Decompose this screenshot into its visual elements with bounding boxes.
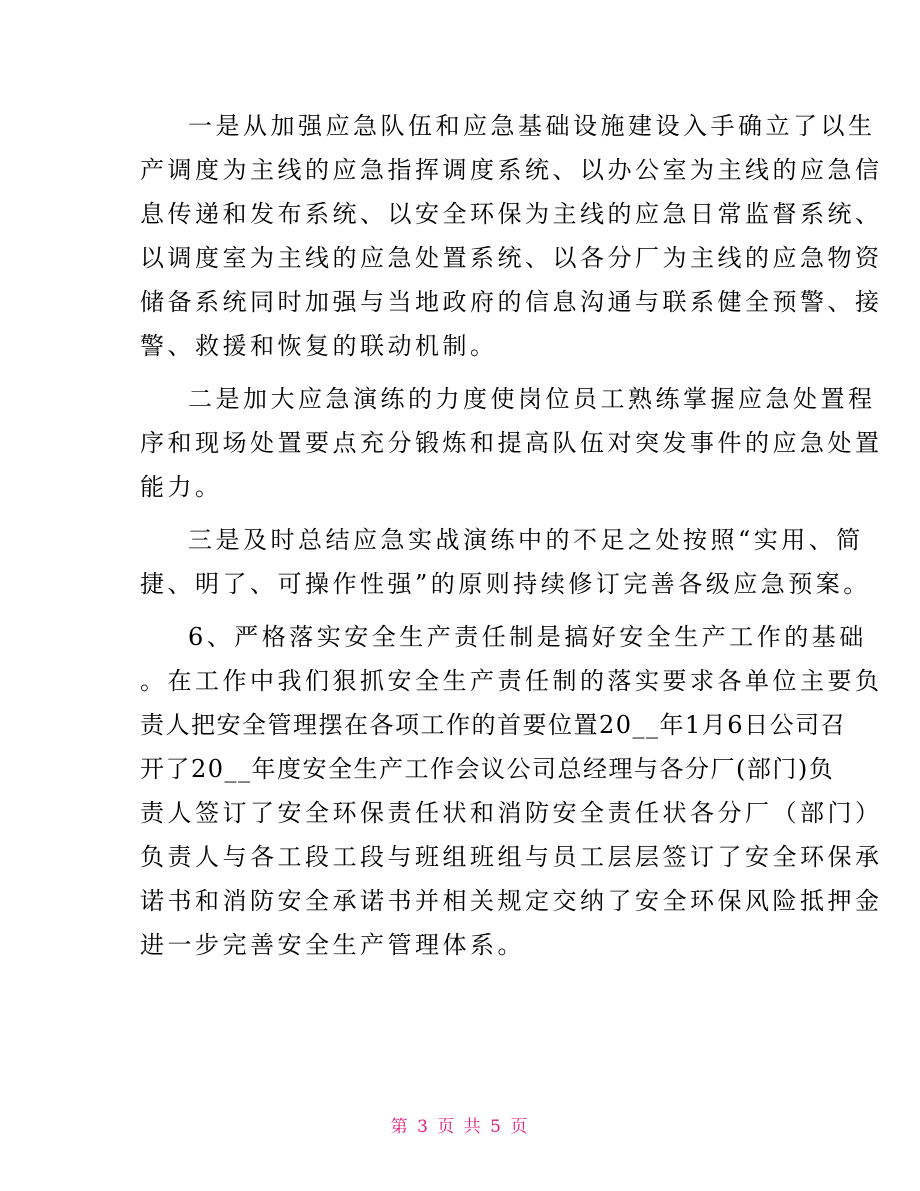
paragraph-3	[140, 518, 871, 606]
page-number-footer: 第 3 页 共 5 页	[390, 1117, 530, 1137]
paragraph-gap	[140, 368, 785, 377]
paragraph-gap	[140, 509, 785, 518]
text-line: 以调度室为主线的应急处置系统、以各分厂为主线的应急物资	[140, 244, 883, 272]
text-line: 捷、明了、可操作性强”的原则持续修订完善各级应急预案。	[140, 570, 871, 598]
text-line: 。在工作中我们狠抓安全生产责任制的落实要求各单位主要负	[140, 667, 883, 695]
text-line: 序和现场处置要点充分锻炼和提高队伍对突发事件的应急处置	[140, 429, 883, 457]
paragraph-2	[140, 377, 883, 509]
text-line: 进一步完善安全生产管理体系。	[140, 931, 525, 959]
text-line: 二是加大应急演练的力度使岗位员工熟练掌握应急处置程	[188, 385, 876, 413]
text-line: 产调度为主线的应急指挥调度系统、以办公室为主线的应急信	[140, 156, 883, 184]
text-line: 储备系统同时加强与当地政府的信息沟通与联系健全预警、接	[140, 288, 883, 316]
text-line: 开了20__年度安全生产工作会议公司总经理与各分厂(部门)负	[140, 755, 835, 783]
paragraph-gap	[140, 606, 785, 615]
text-line: 一是从加强应急队伍和应急基础设施建设入手确立了以生	[188, 112, 876, 140]
text-line: 诺书和消防安全承诺书并相关规定交纳了安全环保风险抵押金	[140, 887, 883, 915]
text-line: 责人签订了安全环保责任状和消防安全责任状各分厂（部门）	[140, 799, 883, 827]
body-text	[140, 104, 883, 967]
text-line: 警、救援和恢复的联动机制。	[140, 332, 498, 360]
text-line: 三是及时总结应急实战演练中的不足之处按照“实用、简	[188, 526, 864, 554]
text-line: 6、严格落实安全生产责任制是搞好安全生产工作的基础	[188, 623, 867, 651]
text-line: 负责人与各工段工段与班组班组与员工层层签订了安全环保承	[140, 843, 883, 871]
paragraph-4	[140, 615, 883, 967]
text-line: 息传递和发布系统、以安全环保为主线的应急日常监督系统、	[140, 200, 883, 228]
text-line: 责人把安全管理摆在各项工作的首要位置20__年1月6日公司召	[140, 711, 847, 739]
paragraph-1	[140, 104, 883, 368]
text-line: 能力。	[140, 473, 223, 501]
